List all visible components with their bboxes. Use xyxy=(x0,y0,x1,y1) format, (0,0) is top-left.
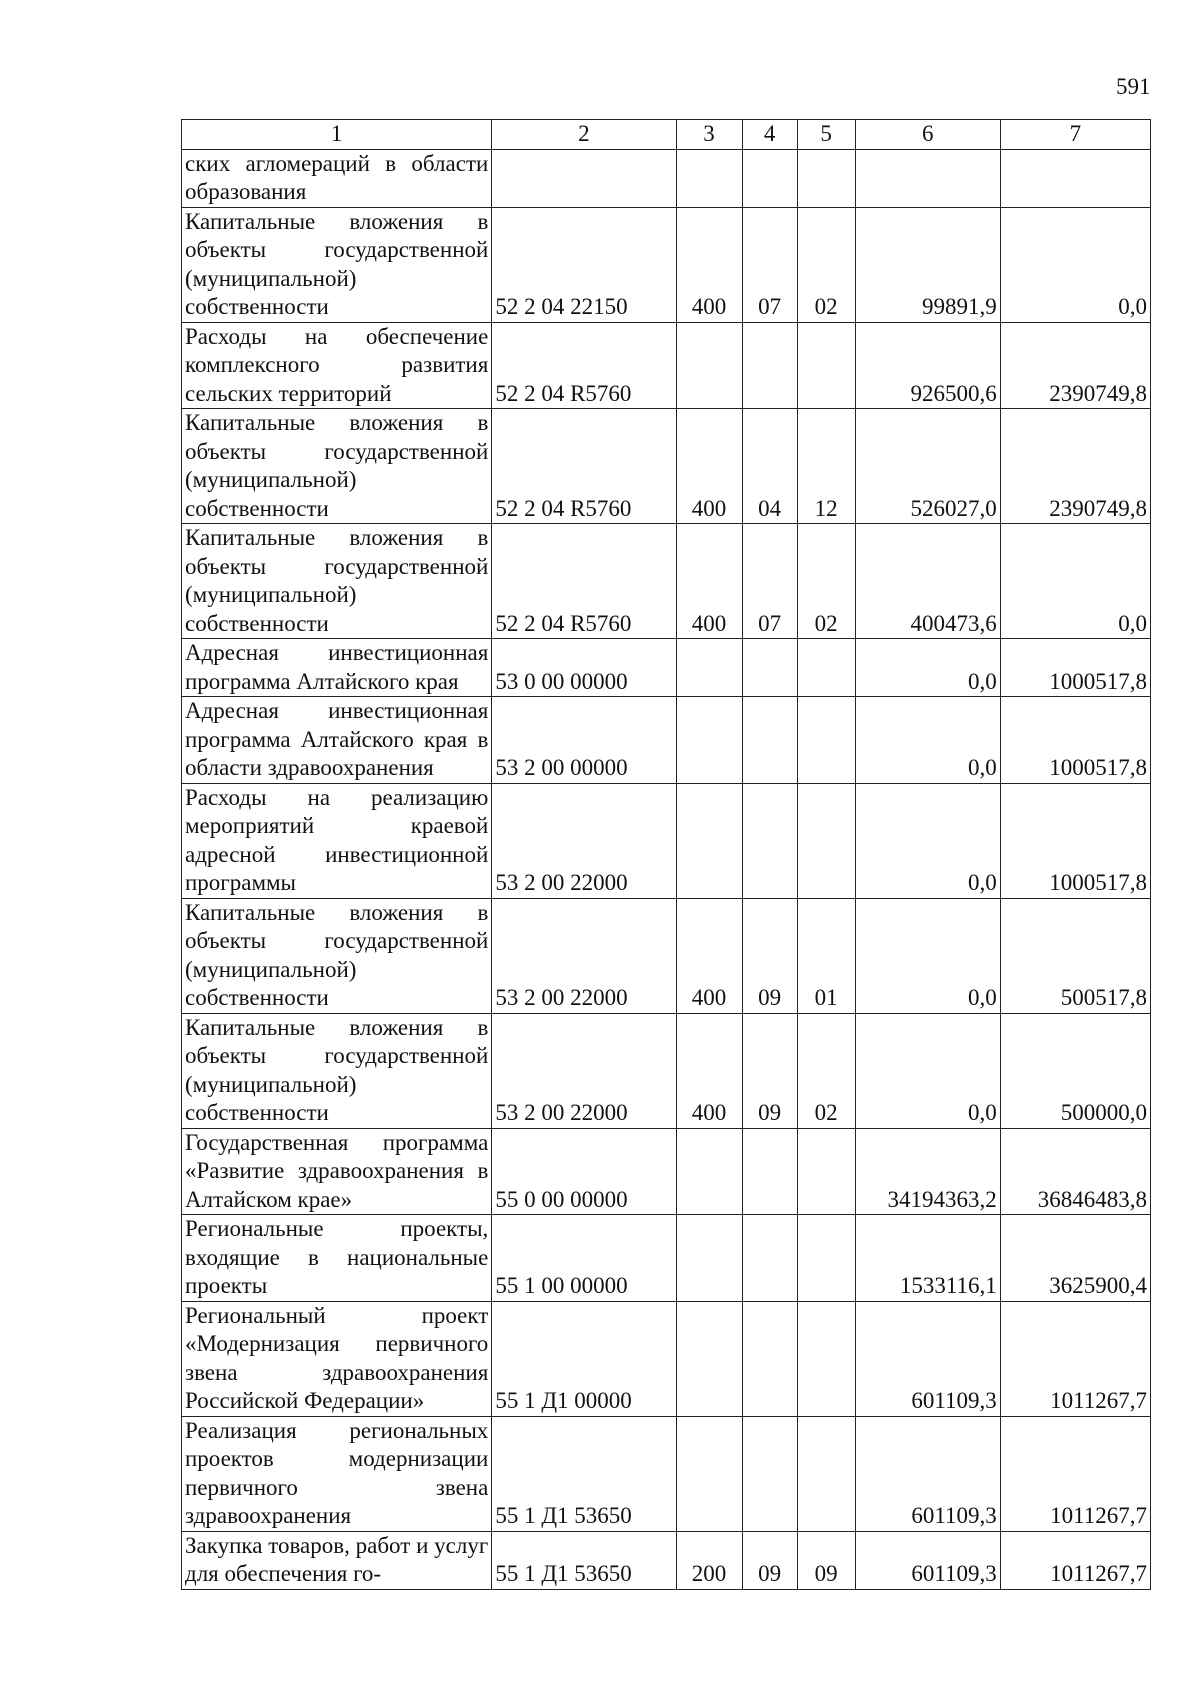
item-name-cell: ских агломераций в области образования xyxy=(182,149,492,207)
amount-col7-cell: 1011267,7 xyxy=(1000,1301,1150,1416)
budget-code-cell: 55 1 Д1 53650 xyxy=(492,1416,676,1531)
section-cell xyxy=(742,697,797,784)
section-cell xyxy=(742,149,797,207)
amount-col7-cell: 0,0 xyxy=(1000,524,1150,639)
table-row xyxy=(182,1301,1151,1416)
item-name-cell: Капитальные вложения в объекты государственной (муниципальной) собственности xyxy=(182,207,492,322)
subsection-cell xyxy=(797,1215,855,1302)
amount-col7-cell: 2390749,8 xyxy=(1000,409,1150,524)
expense-type-cell xyxy=(676,1128,742,1215)
amount-col6-cell: 0,0 xyxy=(855,697,1000,784)
table-row xyxy=(182,783,1151,898)
amount-col6-cell: 400473,6 xyxy=(855,524,1000,639)
budget-code-cell: 52 2 04 R5760 xyxy=(492,524,676,639)
table-row xyxy=(182,207,1151,322)
budget-code-cell: 53 2 00 22000 xyxy=(492,898,676,1013)
item-name-cell: Адресная инвестиционная программа Алтайского края xyxy=(182,639,492,697)
expense-type-cell: 200 xyxy=(676,1531,742,1589)
item-name-cell: Капитальные вложения в объекты государственной (муниципальной) собственности xyxy=(182,524,492,639)
section-cell: 04 xyxy=(742,409,797,524)
amount-col6-cell: 601109,3 xyxy=(855,1531,1000,1589)
expense-type-cell: 400 xyxy=(676,207,742,322)
amount-col6-cell: 34194363,2 xyxy=(855,1128,1000,1215)
column-header: 4 xyxy=(742,120,797,150)
budget-code-cell: 53 0 00 00000 xyxy=(492,639,676,697)
table-row xyxy=(182,639,1151,697)
amount-col7-cell: 500517,8 xyxy=(1000,898,1150,1013)
table-row xyxy=(182,1215,1151,1302)
amount-col7-cell xyxy=(1000,149,1150,207)
budget-code-cell: 52 2 04 22150 xyxy=(492,207,676,322)
amount-col6-cell: 926500,6 xyxy=(855,322,1000,409)
section-cell: 09 xyxy=(742,1531,797,1589)
subsection-cell xyxy=(797,1416,855,1531)
column-header: 3 xyxy=(676,120,742,150)
section-cell xyxy=(742,1128,797,1215)
section-cell: 07 xyxy=(742,524,797,639)
column-header: 2 xyxy=(492,120,676,150)
item-name-cell: Закупка товаров, работ и услуг для обеспечения го- xyxy=(182,1531,492,1589)
expense-type-cell: 400 xyxy=(676,409,742,524)
subsection-cell xyxy=(797,639,855,697)
subsection-cell: 01 xyxy=(797,898,855,1013)
amount-col6-cell: 0,0 xyxy=(855,898,1000,1013)
expense-type-cell xyxy=(676,1416,742,1531)
expense-type-cell xyxy=(676,149,742,207)
column-header: 1 xyxy=(182,120,492,150)
table-row xyxy=(182,524,1151,639)
table-row xyxy=(182,1013,1151,1128)
budget-code-cell: 55 1 00 00000 xyxy=(492,1215,676,1302)
budget-code-cell xyxy=(492,149,676,207)
subsection-cell xyxy=(797,149,855,207)
item-name-cell: Адресная инвестиционная программа Алтайского края в области здравоохранения xyxy=(182,697,492,784)
amount-col6-cell: 0,0 xyxy=(855,783,1000,898)
table-row xyxy=(182,149,1151,207)
table-header-row xyxy=(182,120,1151,150)
section-cell: 09 xyxy=(742,898,797,1013)
column-header: 7 xyxy=(1000,120,1150,150)
subsection-cell: 02 xyxy=(797,1013,855,1128)
column-header: 6 xyxy=(855,120,1000,150)
table-row xyxy=(182,322,1151,409)
budget-code-cell: 53 2 00 22000 xyxy=(492,1013,676,1128)
page-number: 591 xyxy=(1116,74,1151,99)
amount-col7-cell: 2390749,8 xyxy=(1000,322,1150,409)
section-cell xyxy=(742,1416,797,1531)
expense-type-cell: 400 xyxy=(676,1013,742,1128)
amount-col7-cell: 500000,0 xyxy=(1000,1013,1150,1128)
section-cell: 09 xyxy=(742,1013,797,1128)
table-row xyxy=(182,1531,1151,1589)
amount-col6-cell: 0,0 xyxy=(855,639,1000,697)
budget-code-cell: 55 1 Д1 53650 xyxy=(492,1531,676,1589)
expense-type-cell: 400 xyxy=(676,898,742,1013)
subsection-cell: 02 xyxy=(797,207,855,322)
amount-col7-cell: 1000517,8 xyxy=(1000,783,1150,898)
expense-type-cell xyxy=(676,1301,742,1416)
budget-code-cell: 53 2 00 22000 xyxy=(492,783,676,898)
item-name-cell: Государственная программа «Развитие здравоохранения в Алтайском крае» xyxy=(182,1128,492,1215)
amount-col7-cell: 0,0 xyxy=(1000,207,1150,322)
amount-col7-cell: 1011267,7 xyxy=(1000,1416,1150,1531)
item-name-cell: Расходы на обеспечение комплексного развития сельских территорий xyxy=(182,322,492,409)
budget-table xyxy=(181,119,1151,1590)
column-header: 5 xyxy=(797,120,855,150)
expense-type-cell xyxy=(676,783,742,898)
item-name-cell: Региональные проекты, входящие в национальные проекты xyxy=(182,1215,492,1302)
item-name-cell: Расходы на реализацию мероприятий краевой адресной инвестиционной программы xyxy=(182,783,492,898)
section-cell xyxy=(742,639,797,697)
amount-col6-cell xyxy=(855,149,1000,207)
item-name-cell: Реализация региональных проектов модернизации первичного звена здравоохранения xyxy=(182,1416,492,1531)
section-cell xyxy=(742,322,797,409)
amount-col6-cell: 601109,3 xyxy=(855,1301,1000,1416)
budget-code-cell: 55 0 00 00000 xyxy=(492,1128,676,1215)
section-cell xyxy=(742,783,797,898)
expense-type-cell xyxy=(676,1215,742,1302)
subsection-cell: 02 xyxy=(797,524,855,639)
subsection-cell: 12 xyxy=(797,409,855,524)
section-cell xyxy=(742,1301,797,1416)
item-name-cell: Капитальные вложения в объекты государственной (муниципальной) собственности xyxy=(182,1013,492,1128)
subsection-cell xyxy=(797,1128,855,1215)
table-row xyxy=(182,898,1151,1013)
subsection-cell: 09 xyxy=(797,1531,855,1589)
budget-code-cell: 55 1 Д1 00000 xyxy=(492,1301,676,1416)
amount-col6-cell: 99891,9 xyxy=(855,207,1000,322)
section-cell xyxy=(742,1215,797,1302)
table-body xyxy=(182,149,1151,1589)
section-cell: 07 xyxy=(742,207,797,322)
table-row xyxy=(182,1416,1151,1531)
item-name-cell: Региональный проект «Модернизация первичного звена здравоохранения Российской Федерации» xyxy=(182,1301,492,1416)
amount-col7-cell: 1011267,7 xyxy=(1000,1531,1150,1589)
subsection-cell xyxy=(797,697,855,784)
amount-col6-cell: 601109,3 xyxy=(855,1416,1000,1531)
table-row xyxy=(182,1128,1151,1215)
subsection-cell xyxy=(797,783,855,898)
item-name-cell: Капитальные вложения в объекты государственной (муниципальной) собственности xyxy=(182,898,492,1013)
budget-code-cell: 52 2 04 R5760 xyxy=(492,322,676,409)
table-row xyxy=(182,697,1151,784)
budget-code-cell: 53 2 00 00000 xyxy=(492,697,676,784)
amount-col6-cell: 526027,0 xyxy=(855,409,1000,524)
amount-col7-cell: 1000517,8 xyxy=(1000,697,1150,784)
expense-type-cell xyxy=(676,639,742,697)
expense-type-cell: 400 xyxy=(676,524,742,639)
subsection-cell xyxy=(797,322,855,409)
budget-code-cell: 52 2 04 R5760 xyxy=(492,409,676,524)
amount-col7-cell: 1000517,8 xyxy=(1000,639,1150,697)
item-name-cell: Капитальные вложения в объекты государственной (муниципальной) собственности xyxy=(182,409,492,524)
amount-col6-cell: 0,0 xyxy=(855,1013,1000,1128)
expense-type-cell xyxy=(676,697,742,784)
amount-col7-cell: 36846483,8 xyxy=(1000,1128,1150,1215)
subsection-cell xyxy=(797,1301,855,1416)
amount-col6-cell: 1533116,1 xyxy=(855,1215,1000,1302)
expense-type-cell xyxy=(676,322,742,409)
table-row xyxy=(182,409,1151,524)
amount-col7-cell: 3625900,4 xyxy=(1000,1215,1150,1302)
